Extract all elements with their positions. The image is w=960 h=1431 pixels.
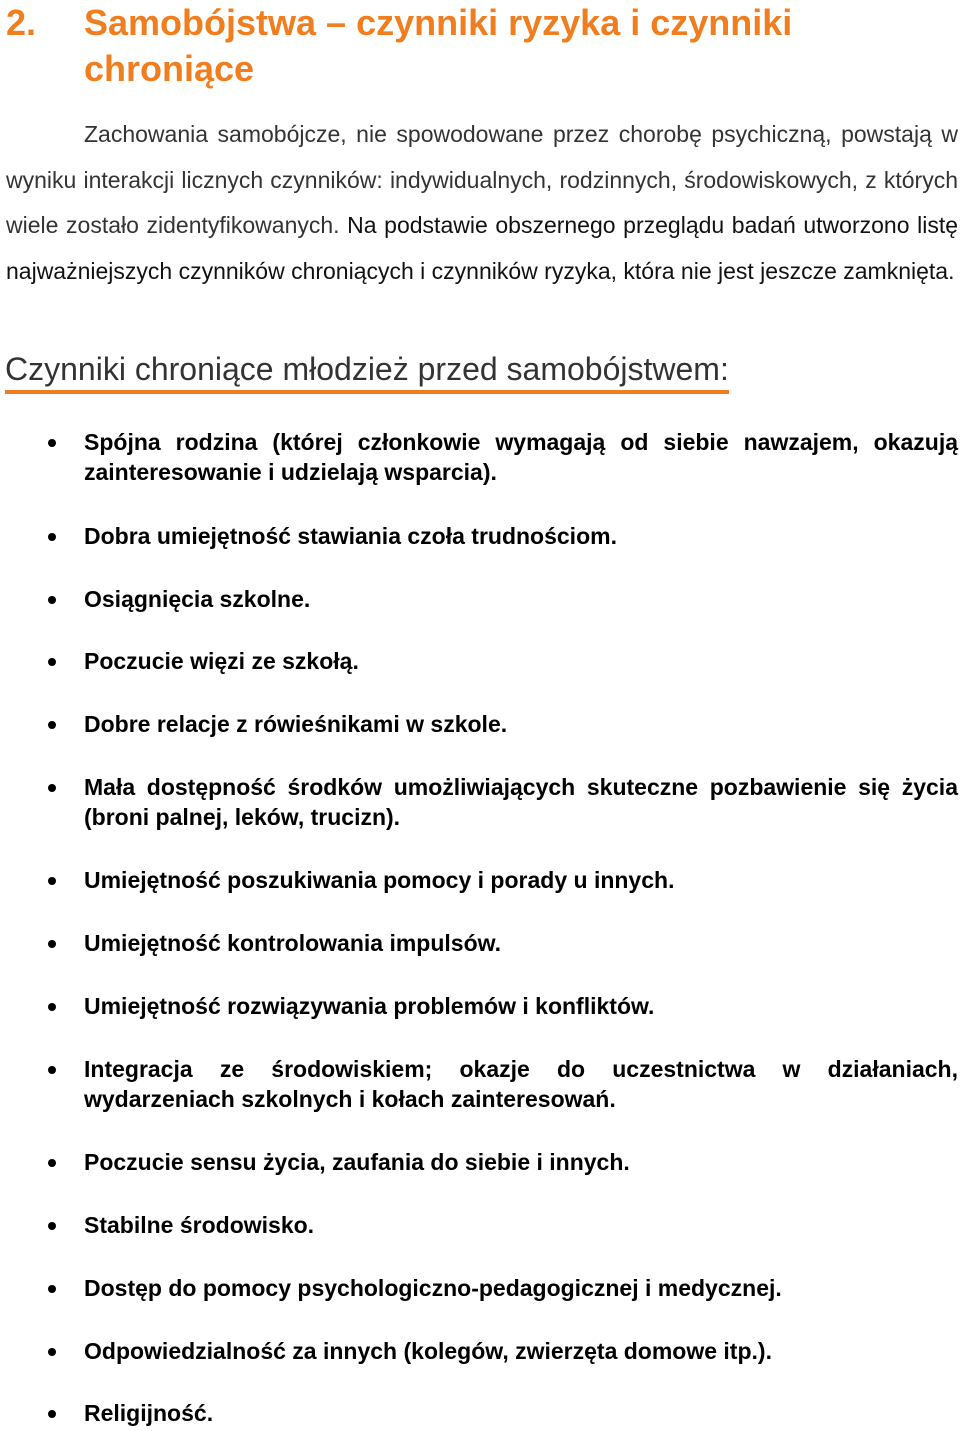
bullet-icon bbox=[48, 533, 56, 541]
list-item-text: Umiejętność poszukiwania pomocy i porady u innych. bbox=[84, 867, 675, 893]
list-item-text: Dostęp do pomocy psychologiczno-pedagogicznej i medycznej. bbox=[84, 1275, 782, 1301]
list-item-text: Spójna rodzina (której członkowie wymagają od siebie nawzajem, okazują zainteresowanie i udzielają wsparcia). bbox=[84, 429, 958, 485]
bullet-icon bbox=[48, 1410, 56, 1418]
bullet-icon bbox=[48, 1159, 56, 1167]
list-item bbox=[84, 709, 958, 739]
bullet-icon bbox=[48, 940, 56, 948]
list-item-text: Poczucie sensu życia, zaufania do siebie i innych. bbox=[84, 1149, 630, 1175]
list-item bbox=[84, 521, 958, 551]
bullet-icon bbox=[48, 658, 56, 666]
bullet-icon bbox=[48, 1066, 56, 1074]
list-item-text: Umiejętność rozwiązywania problemów i konfliktów. bbox=[84, 993, 655, 1019]
bullet-icon bbox=[48, 1285, 56, 1293]
list-item-text: Odpowiedzialność za innych (kolegów, zwierzęta domowe itp.). bbox=[84, 1338, 772, 1364]
list-item bbox=[84, 1147, 958, 1177]
list-item-text: Religijność. bbox=[84, 1400, 214, 1426]
list-item-text: Mała dostępność środków umożliwiających skuteczne pozbawienie się życia (broni palnej, leków, trucizn). bbox=[84, 774, 958, 830]
section-heading bbox=[6, 0, 906, 92]
list-item bbox=[84, 427, 958, 487]
bullet-icon bbox=[48, 877, 56, 885]
bullet-icon bbox=[48, 439, 56, 447]
intro-text-part-2: Na podstawie obszernego przeglądu badań utworzono listę najważniejszych czynników chroniących i czynników ryzyka, która nie jest jeszcze zamknięta. bbox=[6, 212, 958, 284]
list-item bbox=[84, 772, 958, 832]
list-item bbox=[84, 991, 958, 1021]
list-item bbox=[84, 646, 958, 676]
list-item-text: Dobre relacje z rówieśnikami w szkole. bbox=[84, 711, 508, 737]
section-number: 2. bbox=[6, 2, 37, 43]
bullet-icon bbox=[48, 784, 56, 792]
list-item-text: Integracja ze środowiskiem; okazje do uczestnictwa w działaniach, wydarzeniach szkolnych i kołach zainteresowań. bbox=[84, 1056, 958, 1112]
protective-factors-subtitle: Czynniki chroniące młodzież przed samobójstwem: bbox=[5, 348, 729, 394]
list-item bbox=[84, 865, 958, 895]
list-item-text: Osiągnięcia szkolne. bbox=[84, 586, 311, 612]
list-item-text: Dobra umiejętność stawiania czoła trudnościom. bbox=[84, 523, 617, 549]
bullet-icon bbox=[48, 1003, 56, 1011]
list-item-text: Stabilne środowisko. bbox=[84, 1212, 315, 1238]
list-item bbox=[84, 1398, 958, 1428]
list-item bbox=[84, 1054, 958, 1114]
list-item bbox=[84, 928, 958, 958]
list-item bbox=[84, 584, 958, 614]
intro-text-part-1: Zachowania samobójcze, nie spowodowane przez chorobę psychiczną, powstają w wyniku interakcji licznych czynników: indywidualnych, rodzinnych, środowiskowych, z których wiele zostało zidentyfikowanych. bbox=[6, 121, 958, 238]
list-item-text: Poczucie więzi ze szkołą. bbox=[84, 648, 359, 674]
list-item bbox=[84, 1336, 958, 1366]
list-item bbox=[84, 1210, 958, 1240]
bullet-icon bbox=[48, 1222, 56, 1230]
list-item bbox=[84, 1273, 958, 1303]
bullet-icon bbox=[48, 1348, 56, 1356]
bullet-icon bbox=[48, 596, 56, 604]
list-item-text: Umiejętność kontrolowania impulsów. bbox=[84, 930, 502, 956]
bullet-icon bbox=[48, 721, 56, 729]
section-title: Samobójstwa – czynniki ryzyka i czynniki chroniące bbox=[84, 2, 793, 89]
intro-paragraph bbox=[6, 112, 958, 294]
